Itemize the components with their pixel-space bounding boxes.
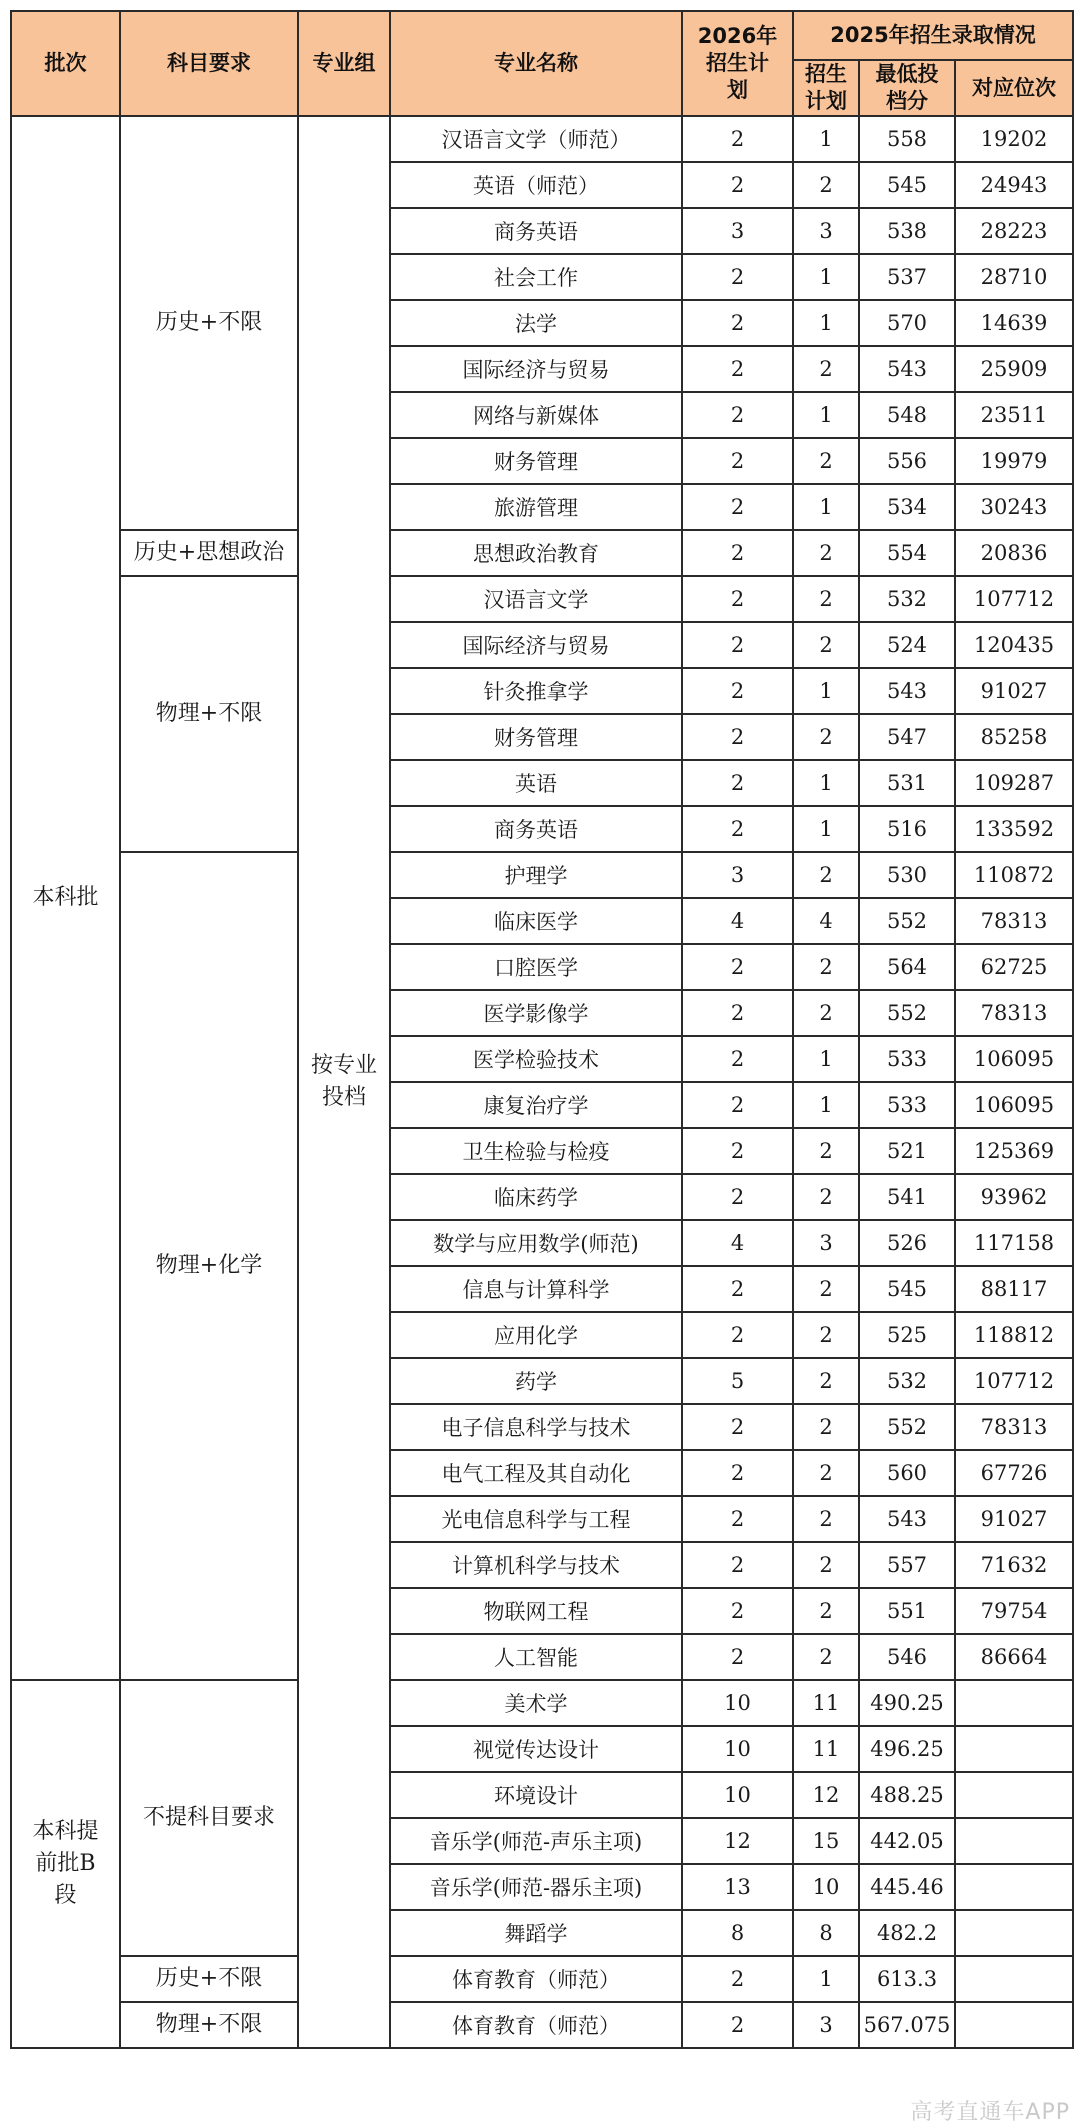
rank-cell: 62725 (955, 944, 1073, 990)
rank-cell: 117158 (955, 1220, 1073, 1266)
table-row (11, 576, 1073, 622)
rank-cell: 106095 (955, 1036, 1073, 1082)
min-score-cell: 570 (859, 300, 955, 346)
table-row (11, 852, 1073, 898)
admit-count-cell: 2 (793, 1404, 859, 1450)
batch-cell: 本科提前批B段 (11, 1680, 120, 2048)
min-score-cell: 445.46 (859, 1864, 955, 1910)
plan-2026-cell: 2 (682, 346, 793, 392)
rank-cell (955, 1956, 1073, 2002)
admit-count-cell: 2 (793, 1542, 859, 1588)
plan-2026-cell: 2 (682, 392, 793, 438)
major-name-cell: 医学检验技术 (390, 1036, 682, 1082)
rank-cell: 78313 (955, 1404, 1073, 1450)
admit-count-cell: 12 (793, 1772, 859, 1818)
min-score-cell: 543 (859, 346, 955, 392)
plan-2026-cell: 2 (682, 1404, 793, 1450)
major-name-cell: 思想政治教育 (390, 530, 682, 576)
min-score-cell: 552 (859, 990, 955, 1036)
admit-count-cell: 1 (793, 254, 859, 300)
admit-count-cell: 1 (793, 806, 859, 852)
admit-count-cell: 11 (793, 1726, 859, 1772)
batch-cell: 本科批 (11, 116, 120, 1680)
subject-cell: 物理+不限 (120, 576, 298, 852)
major-name-cell: 音乐学(师范-声乐主项) (390, 1818, 682, 1864)
major-name-cell: 财务管理 (390, 714, 682, 760)
rank-cell: 25909 (955, 346, 1073, 392)
plan-2026-cell: 2 (682, 1174, 793, 1220)
major-name-cell: 物联网工程 (390, 1588, 682, 1634)
plan-2026-cell: 5 (682, 1358, 793, 1404)
rank-cell (955, 1772, 1073, 1818)
major-name-cell: 社会工作 (390, 254, 682, 300)
major-name-cell: 美术学 (390, 1680, 682, 1726)
rank-cell: 24943 (955, 162, 1073, 208)
header-batch: 批次 (11, 11, 120, 116)
subject-cell: 历史+不限 (120, 116, 298, 530)
major-name-cell: 人工智能 (390, 1634, 682, 1680)
admit-count-cell: 2 (793, 1358, 859, 1404)
min-score-cell: 558 (859, 116, 955, 162)
subject-cell: 历史+思想政治 (120, 530, 298, 576)
rank-cell: 71632 (955, 1542, 1073, 1588)
table-row (11, 1680, 1073, 1726)
rank-cell: 23511 (955, 392, 1073, 438)
major-name-cell: 药学 (390, 1358, 682, 1404)
plan-2026-cell: 2 (682, 760, 793, 806)
admit-count-cell: 10 (793, 1864, 859, 1910)
plan-2026-cell: 3 (682, 852, 793, 898)
plan-2026-cell: 2 (682, 254, 793, 300)
admit-count-cell: 1 (793, 668, 859, 714)
admit-count-cell: 2 (793, 1634, 859, 1680)
major-name-cell: 电气工程及其自动化 (390, 1450, 682, 1496)
major-name-cell: 计算机科学与技术 (390, 1542, 682, 1588)
plan-2026-cell: 12 (682, 1818, 793, 1864)
min-score-cell: 532 (859, 1358, 955, 1404)
major-name-cell: 电子信息科学与技术 (390, 1404, 682, 1450)
admit-count-cell: 1 (793, 1036, 859, 1082)
major-name-cell: 国际经济与贸易 (390, 622, 682, 668)
plan-2026-cell: 2 (682, 1450, 793, 1496)
header-major: 专业名称 (390, 11, 682, 116)
admit-count-cell: 2 (793, 622, 859, 668)
header-group: 专业组 (298, 11, 390, 116)
min-score-cell: 538 (859, 208, 955, 254)
rank-cell (955, 1726, 1073, 1772)
header-min-score: 最低投档分 (859, 60, 955, 116)
admit-count-cell: 2 (793, 1266, 859, 1312)
rank-cell: 14639 (955, 300, 1073, 346)
admit-count-cell: 2 (793, 1312, 859, 1358)
plan-2026-cell: 2 (682, 1082, 793, 1128)
major-name-cell: 视觉传达设计 (390, 1726, 682, 1772)
rank-cell: 19202 (955, 116, 1073, 162)
plan-2026-cell: 2 (682, 944, 793, 990)
admit-count-cell: 1 (793, 1082, 859, 1128)
plan-2026-cell: 2 (682, 1266, 793, 1312)
rank-cell: 125369 (955, 1128, 1073, 1174)
major-name-cell: 国际经济与贸易 (390, 346, 682, 392)
plan-2026-cell: 13 (682, 1864, 793, 1910)
major-name-cell: 英语（师范） (390, 162, 682, 208)
min-score-cell: 557 (859, 1542, 955, 1588)
plan-2026-cell: 2 (682, 1634, 793, 1680)
plan-2026-cell: 2 (682, 300, 793, 346)
plan-2026-cell: 2 (682, 438, 793, 484)
rank-cell: 20836 (955, 530, 1073, 576)
admit-count-cell: 2 (793, 990, 859, 1036)
rank-cell (955, 1910, 1073, 1956)
min-score-cell: 613.3 (859, 1956, 955, 2002)
min-score-cell: 525 (859, 1312, 955, 1358)
rank-cell: 28710 (955, 254, 1073, 300)
min-score-cell: 541 (859, 1174, 955, 1220)
plan-2026-cell: 2 (682, 116, 793, 162)
min-score-cell: 551 (859, 1588, 955, 1634)
admit-count-cell: 2 (793, 714, 859, 760)
rank-cell: 107712 (955, 1358, 1073, 1404)
rank-cell: 110872 (955, 852, 1073, 898)
min-score-cell: 534 (859, 484, 955, 530)
admit-count-cell: 1 (793, 116, 859, 162)
min-score-cell: 531 (859, 760, 955, 806)
min-score-cell: 482.2 (859, 1910, 955, 1956)
min-score-cell: 564 (859, 944, 955, 990)
plan-2026-cell: 2 (682, 484, 793, 530)
plan-2026-cell: 4 (682, 898, 793, 944)
subject-cell: 物理+不限 (120, 2002, 298, 2048)
major-name-cell: 临床医学 (390, 898, 682, 944)
min-score-cell: 533 (859, 1082, 955, 1128)
min-score-cell: 556 (859, 438, 955, 484)
major-name-cell: 商务英语 (390, 208, 682, 254)
plan-2026-cell: 2 (682, 1956, 793, 2002)
min-score-cell: 552 (859, 1404, 955, 1450)
major-name-cell: 卫生检验与检疫 (390, 1128, 682, 1174)
rank-cell (955, 2002, 1073, 2048)
rank-cell: 79754 (955, 1588, 1073, 1634)
watermark: 高考直通车APP (910, 2100, 1070, 2125)
admit-count-cell: 2 (793, 576, 859, 622)
min-score-cell: 546 (859, 1634, 955, 1680)
rank-cell: 133592 (955, 806, 1073, 852)
admit-count-cell: 2 (793, 346, 859, 392)
subject-cell: 不提科目要求 (120, 1680, 298, 1956)
admit-count-cell: 2 (793, 530, 859, 576)
major-name-cell: 音乐学(师范-器乐主项) (390, 1864, 682, 1910)
plan-2026-cell: 2 (682, 1312, 793, 1358)
admit-count-cell: 2 (793, 1588, 859, 1634)
major-name-cell: 应用化学 (390, 1312, 682, 1358)
min-score-cell: 521 (859, 1128, 955, 1174)
plan-2026-cell: 2 (682, 530, 793, 576)
admit-count-cell: 8 (793, 1910, 859, 1956)
admit-count-cell: 2 (793, 1174, 859, 1220)
rank-cell: 78313 (955, 990, 1073, 1036)
min-score-cell: 533 (859, 1036, 955, 1082)
rank-cell: 85258 (955, 714, 1073, 760)
admit-count-cell: 2 (793, 438, 859, 484)
header-plan-2026: 2026年招生计划 (682, 11, 793, 116)
rank-cell (955, 1864, 1073, 1910)
min-score-cell: 532 (859, 576, 955, 622)
major-name-cell: 汉语言文学 (390, 576, 682, 622)
major-name-cell: 光电信息科学与工程 (390, 1496, 682, 1542)
rank-cell: 30243 (955, 484, 1073, 530)
rank-cell: 91027 (955, 668, 1073, 714)
table-row (11, 530, 1073, 576)
min-score-cell: 524 (859, 622, 955, 668)
plan-2026-cell: 2 (682, 1128, 793, 1174)
plan-2026-cell: 2 (682, 714, 793, 760)
major-name-cell: 针灸推拿学 (390, 668, 682, 714)
plan-2026-cell: 2 (682, 806, 793, 852)
header-subject: 科目要求 (120, 11, 298, 116)
min-score-cell: 552 (859, 898, 955, 944)
header-admit-count: 招生计划 (793, 60, 859, 116)
rank-cell: 28223 (955, 208, 1073, 254)
rank-cell: 86664 (955, 1634, 1073, 1680)
major-name-cell: 护理学 (390, 852, 682, 898)
subject-cell: 历史+不限 (120, 1956, 298, 2002)
admit-count-cell: 2 (793, 852, 859, 898)
rank-cell: 88117 (955, 1266, 1073, 1312)
admit-count-cell: 2 (793, 162, 859, 208)
rank-cell: 93962 (955, 1174, 1073, 1220)
admit-count-cell: 2 (793, 1128, 859, 1174)
major-name-cell: 康复治疗学 (390, 1082, 682, 1128)
admit-count-cell: 3 (793, 1220, 859, 1266)
admit-count-cell: 1 (793, 1956, 859, 2002)
min-score-cell: 516 (859, 806, 955, 852)
min-score-cell: 496.25 (859, 1726, 955, 1772)
min-score-cell: 488.25 (859, 1772, 955, 1818)
min-score-cell: 548 (859, 392, 955, 438)
plan-2026-cell: 10 (682, 1726, 793, 1772)
table-row (11, 1956, 1073, 2002)
major-name-cell: 医学影像学 (390, 990, 682, 1036)
admit-count-cell: 1 (793, 484, 859, 530)
plan-2026-cell: 2 (682, 1588, 793, 1634)
rank-cell: 19979 (955, 438, 1073, 484)
min-score-cell: 530 (859, 852, 955, 898)
major-name-cell: 英语 (390, 760, 682, 806)
min-score-cell: 545 (859, 1266, 955, 1312)
admit-count-cell: 3 (793, 2002, 859, 2048)
admit-count-cell: 1 (793, 300, 859, 346)
admit-count-cell: 3 (793, 208, 859, 254)
rank-cell: 120435 (955, 622, 1073, 668)
rank-cell (955, 1818, 1073, 1864)
major-name-cell: 临床药学 (390, 1174, 682, 1220)
plan-2026-cell: 2 (682, 162, 793, 208)
plan-2026-cell: 10 (682, 1772, 793, 1818)
plan-2026-cell: 4 (682, 1220, 793, 1266)
plan-2026-cell: 2 (682, 622, 793, 668)
header-admit-2025: 2025年招生录取情况 (793, 11, 1073, 60)
major-name-cell: 旅游管理 (390, 484, 682, 530)
plan-2026-cell: 2 (682, 990, 793, 1036)
plan-2026-cell: 3 (682, 208, 793, 254)
plan-2026-cell: 2 (682, 1496, 793, 1542)
plan-2026-cell: 2 (682, 2002, 793, 2048)
admit-count-cell: 4 (793, 898, 859, 944)
rank-cell: 109287 (955, 760, 1073, 806)
min-score-cell: 547 (859, 714, 955, 760)
plan-2026-cell: 2 (682, 1036, 793, 1082)
major-name-cell: 网络与新媒体 (390, 392, 682, 438)
major-name-cell: 法学 (390, 300, 682, 346)
admit-count-cell: 1 (793, 392, 859, 438)
min-score-cell: 567.075 (859, 2002, 955, 2048)
plan-2026-cell: 2 (682, 1542, 793, 1588)
major-name-cell: 环境设计 (390, 1772, 682, 1818)
header-rank: 对应位次 (955, 60, 1073, 116)
major-name-cell: 体育教育（师范） (390, 2002, 682, 2048)
major-name-cell: 汉语言文学（师范） (390, 116, 682, 162)
group-cell: 按专业投档 (298, 116, 390, 2048)
admit-count-cell: 2 (793, 944, 859, 990)
plan-2026-cell: 10 (682, 1680, 793, 1726)
min-score-cell: 543 (859, 668, 955, 714)
major-name-cell: 财务管理 (390, 438, 682, 484)
rank-cell: 107712 (955, 576, 1073, 622)
min-score-cell: 526 (859, 1220, 955, 1266)
major-name-cell: 数学与应用数学(师范) (390, 1220, 682, 1266)
min-score-cell: 537 (859, 254, 955, 300)
admission-table (10, 10, 1074, 2049)
major-name-cell: 舞蹈学 (390, 1910, 682, 1956)
rank-cell: 91027 (955, 1496, 1073, 1542)
admit-count-cell: 1 (793, 760, 859, 806)
min-score-cell: 442.05 (859, 1818, 955, 1864)
plan-2026-cell: 2 (682, 668, 793, 714)
rank-cell: 67726 (955, 1450, 1073, 1496)
major-name-cell: 信息与计算科学 (390, 1266, 682, 1312)
subject-cell: 物理+化学 (120, 852, 298, 1680)
min-score-cell: 543 (859, 1496, 955, 1542)
admit-count-cell: 2 (793, 1450, 859, 1496)
major-name-cell: 商务英语 (390, 806, 682, 852)
min-score-cell: 554 (859, 530, 955, 576)
table-row (11, 2002, 1073, 2048)
admit-count-cell: 2 (793, 1496, 859, 1542)
min-score-cell: 490.25 (859, 1680, 955, 1726)
min-score-cell: 545 (859, 162, 955, 208)
rank-cell: 106095 (955, 1082, 1073, 1128)
rank-cell: 78313 (955, 898, 1073, 944)
min-score-cell: 560 (859, 1450, 955, 1496)
admit-count-cell: 15 (793, 1818, 859, 1864)
plan-2026-cell: 8 (682, 1910, 793, 1956)
rank-cell: 118812 (955, 1312, 1073, 1358)
table-row (11, 116, 1073, 162)
admit-count-cell: 11 (793, 1680, 859, 1726)
major-name-cell: 体育教育（师范） (390, 1956, 682, 2002)
major-name-cell: 口腔医学 (390, 944, 682, 990)
plan-2026-cell: 2 (682, 576, 793, 622)
rank-cell (955, 1680, 1073, 1726)
